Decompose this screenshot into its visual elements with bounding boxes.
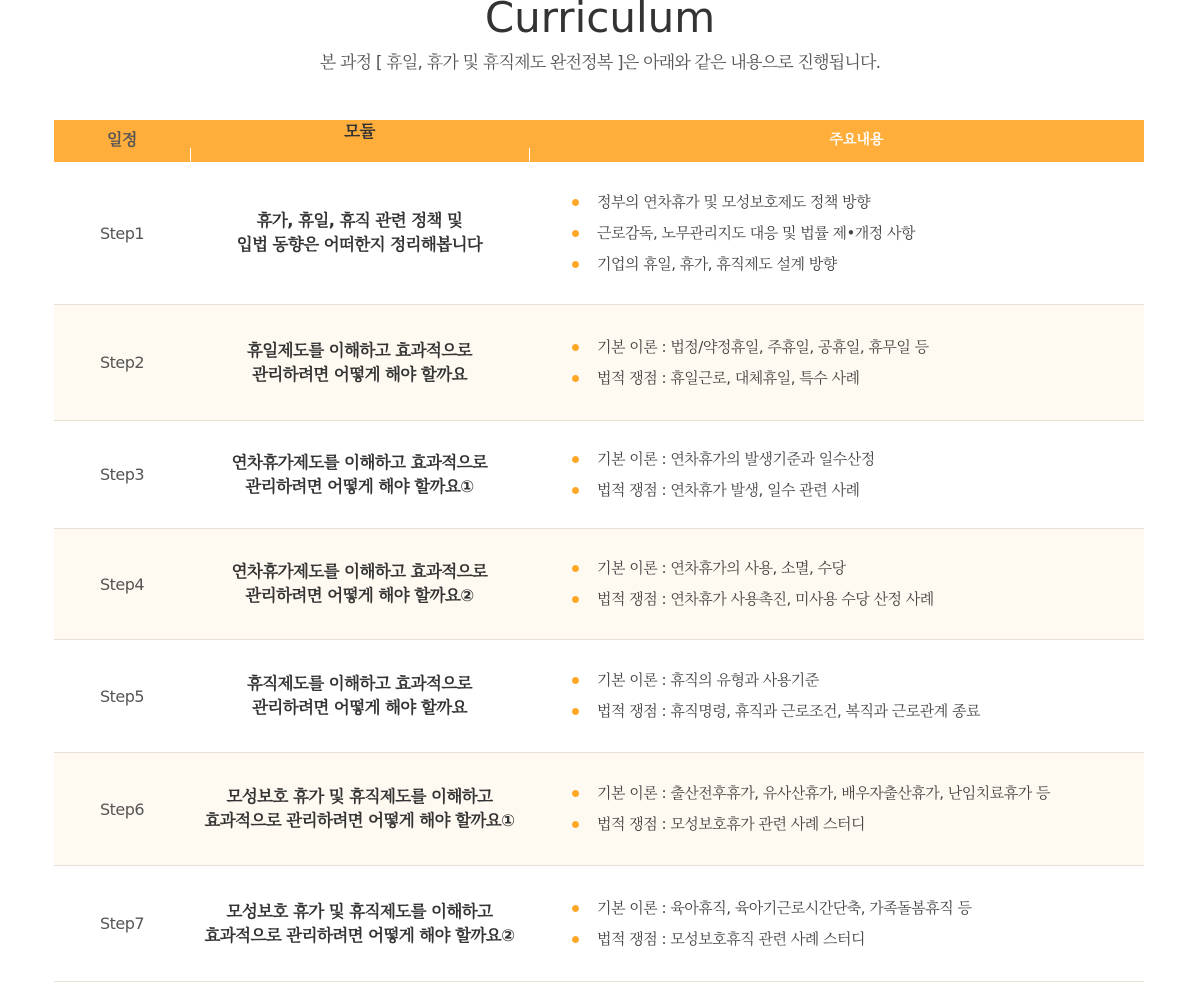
column-header-module: 모듈 — [190, 120, 529, 162]
module-line: 효과적으로 관리하려면 어떻게 해야 할까요② — [204, 925, 515, 945]
list-item: 법적 쟁점 : 모성보호휴직 관련 사례 스터디 — [569, 924, 1144, 955]
table-row-step6 — [54, 753, 1144, 866]
table-row-step1 — [54, 162, 1144, 305]
bullet-icon — [572, 821, 579, 828]
bullet-icon — [572, 344, 579, 351]
step-label: Step4 — [99, 574, 145, 594]
list-item: 근로감독, 노무관리지도 대응 및 법률 제•개정 사항 — [569, 218, 1144, 249]
content-list — [529, 444, 1144, 506]
step-label: Step7 — [99, 914, 145, 933]
curriculum-table — [54, 120, 1144, 982]
bullet-icon — [572, 565, 579, 572]
column-header-content: 주요내용 — [529, 120, 1144, 162]
module-line: 모성보호 휴가 및 휴직제도를 이해하고 — [226, 787, 493, 806]
table-row-step2 — [54, 305, 1144, 421]
list-item: 기본 이론 : 육아휴직, 육아기근로시간단축, 가족돌봄휴직 등 — [569, 893, 1144, 924]
list-item: 법적 쟁점 : 연차휴가 사용촉진, 미사용 수당 산정 사례 — [569, 584, 1144, 615]
list-item: 법적 쟁점 : 모성보호휴가 관련 사례 스터디 — [569, 809, 1144, 840]
list-item: 법적 쟁점 : 연차휴가 발생, 일수 관련 사례 — [569, 475, 1144, 506]
step-label: Step3 — [99, 465, 145, 484]
content-list — [529, 665, 1144, 727]
list-item: 법적 쟁점 : 휴일근로, 대체휴일, 특수 사례 — [569, 363, 1144, 394]
module-line: 연차휴가제도를 이해하고 효과적으로 — [231, 452, 488, 472]
module-title — [190, 209, 529, 257]
table-row-step3 — [54, 421, 1144, 529]
list-item: 기업의 휴일, 휴가, 휴직제도 설계 방향 — [569, 249, 1144, 280]
content-list — [529, 332, 1144, 394]
module-title — [190, 785, 529, 833]
content-list — [529, 778, 1144, 840]
page-title: Curriculum — [484, 0, 716, 42]
list-item: 기본 이론 : 연차휴가의 사용, 소멸, 수당 — [569, 553, 1144, 584]
module-line: 입법 동향은 어떠한지 정리해봅니다 — [236, 235, 483, 254]
table-row-step7 — [54, 866, 1144, 982]
bullet-icon — [572, 230, 579, 237]
bullet-icon — [572, 677, 579, 684]
bullet-icon — [572, 375, 579, 382]
bullet-icon — [572, 790, 579, 797]
module-line: 휴일제도를 이해하고 효과적으로 — [246, 340, 473, 360]
page-subtitle: 본 과정 [ 휴일, 휴가 및 휴직제도 완전정복 ]은 아래와 같은 내용으로 진행됩니다. — [319, 53, 881, 73]
module-line: 모성보호 휴가 및 휴직제도를 이해하고 — [226, 901, 493, 921]
step-label: Step1 — [99, 223, 145, 243]
table-header — [54, 120, 1144, 162]
module-line: 관리하려면 어떻게 해야 할까요① — [245, 476, 474, 496]
step-label: Step2 — [99, 353, 145, 372]
module-line: 관리하려면 어떻게 해야 할까요 — [252, 698, 467, 717]
module-line: 연차휴가제도를 이해하고 효과적으로 — [231, 562, 488, 581]
column-header-schedule: 일정 — [107, 130, 137, 149]
list-item: 기본 이론 : 연차휴가의 발생기준과 일수산정 — [569, 444, 1144, 475]
module-line: 관리하려면 어떻게 해야 할까요 — [252, 364, 467, 384]
list-item: 법적 쟁점 : 휴직명령, 휴직과 근로조건, 복직과 근로관계 종료 — [569, 696, 1144, 727]
module-title — [190, 900, 529, 948]
bullet-icon — [572, 487, 579, 494]
module-title — [190, 339, 529, 387]
list-item: 정부의 연차휴가 및 모성보호제도 정책 방향 — [569, 187, 1144, 218]
table-row-step4 — [54, 529, 1144, 640]
list-item: 기본 이론 : 법정/약정휴일, 주휴일, 공휴일, 휴무일 등 — [569, 332, 1144, 363]
bullet-icon — [572, 708, 579, 715]
bullet-icon — [572, 261, 579, 268]
table-row-step5 — [54, 640, 1144, 753]
content-list — [529, 893, 1144, 955]
module-line: 휴가, 휴일, 휴직 관련 정책 및 — [256, 211, 463, 230]
list-item: 기본 이론 : 휴직의 유형과 사용기준 — [569, 665, 1144, 696]
module-title — [190, 560, 529, 608]
module-title — [190, 451, 529, 499]
bullet-icon — [572, 456, 579, 463]
list-item: 기본 이론 : 출산전후휴가, 유사산휴가, 배우자출산휴가, 난임치료휴가 등 — [569, 778, 1144, 809]
module-line: 효과적으로 관리하려면 어떻게 해야 할까요① — [204, 811, 515, 830]
module-line: 관리하려면 어떻게 해야 할까요② — [245, 586, 474, 605]
content-list — [529, 553, 1144, 615]
content-list — [529, 187, 1144, 280]
step-label: Step5 — [99, 686, 145, 706]
bullet-icon — [572, 905, 579, 912]
bullet-icon — [572, 936, 579, 943]
bullet-icon — [572, 199, 579, 206]
bullet-icon — [572, 596, 579, 603]
module-title — [190, 672, 529, 720]
module-line: 휴직제도를 이해하고 효과적으로 — [246, 674, 473, 693]
step-label: Step6 — [99, 799, 145, 819]
